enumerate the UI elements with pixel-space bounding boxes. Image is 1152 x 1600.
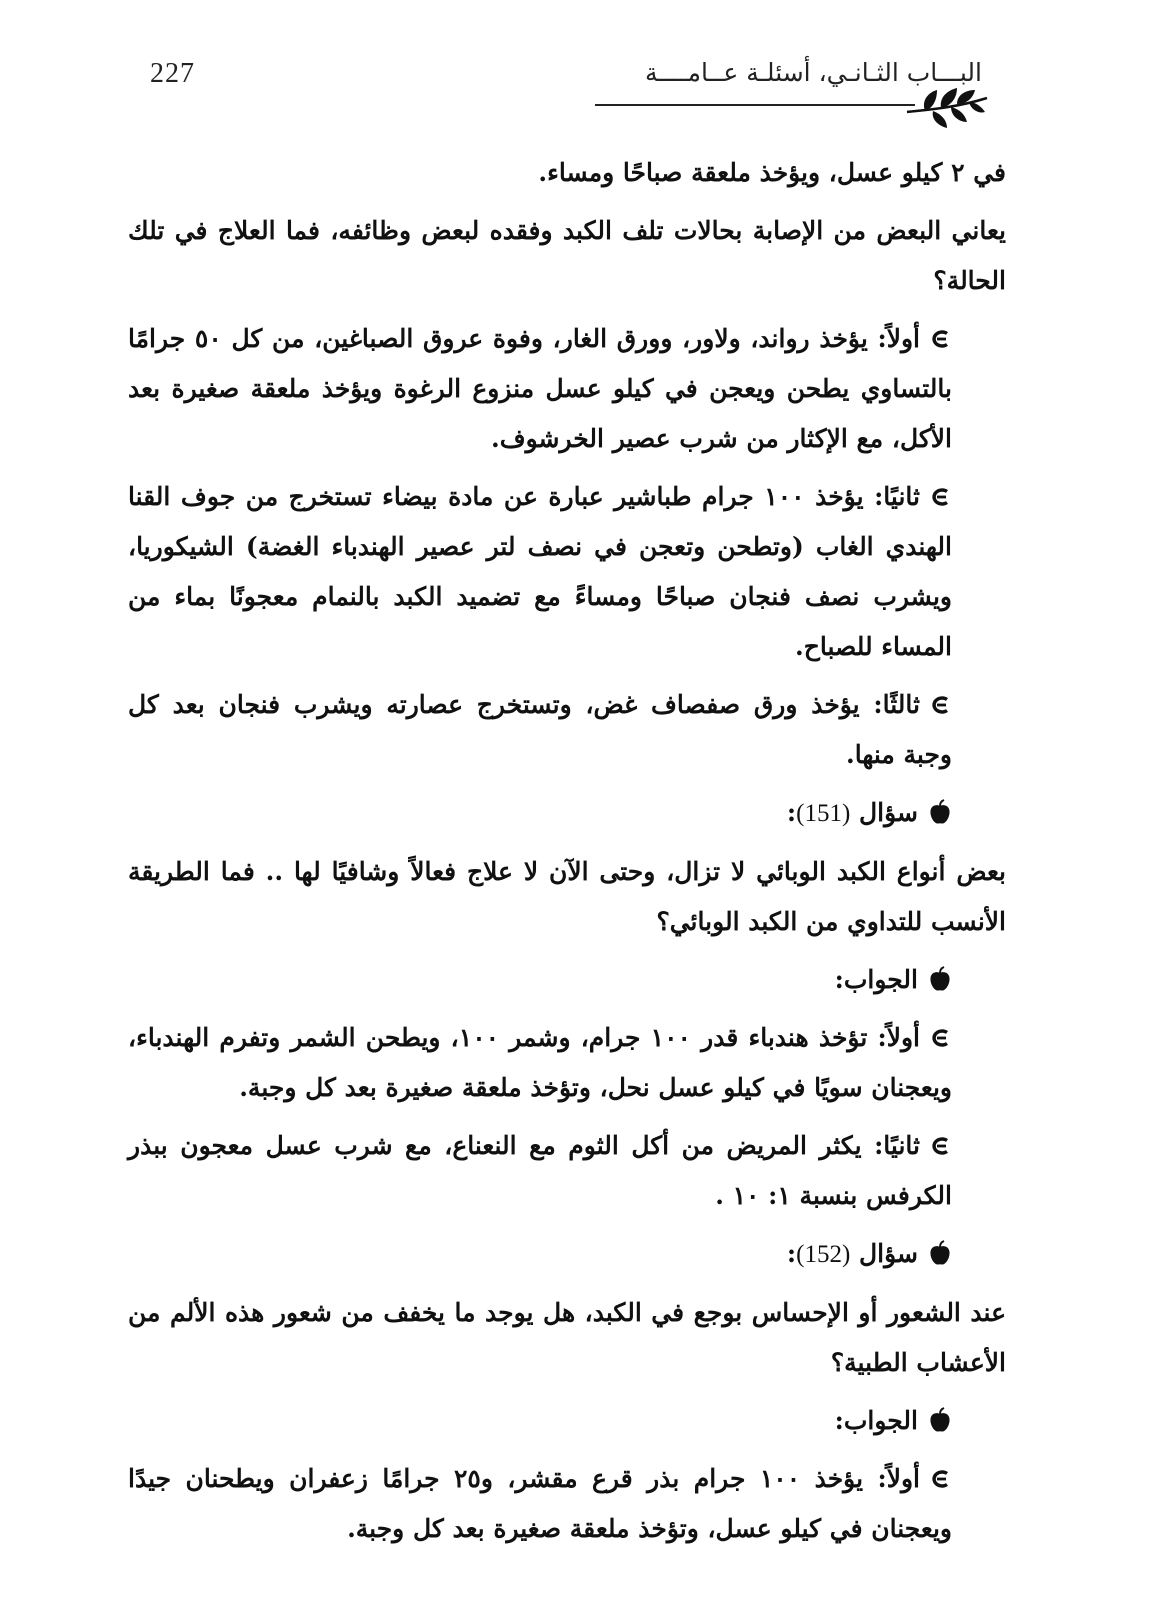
answer-item bbox=[128, 314, 1006, 464]
apple-icon bbox=[928, 966, 952, 992]
answer-item-text: أولاً: يؤخذ ١٠٠ جرام بذر قرع مقشر، و٢٥ جرامًا زعفران ويطحنان جيدًا ويعجنان في كيلو عسل، وتؤخذ ملعقة صغيرة بعد كل وجبة. bbox=[128, 1464, 952, 1543]
question-number: (151) bbox=[796, 800, 851, 827]
apple-icon bbox=[928, 799, 952, 825]
answer-item bbox=[128, 1013, 1006, 1113]
answer-item-text: ثانيًا: يؤخذ ١٠٠ جرام طباشير عبارة عن مادة بيضاء تستخرج من جوف القنا الهندي الغاب (وتطحن وتعجن في نصف لتر عصير الهندباء الغضة) الشيكوريا، ويشرب نصف فنجان صباحًا ومساءً مع تضميد الكبد بالنمام معجونًا بماء من المساء للصباح. bbox=[128, 482, 952, 661]
open-circle-bullet-icon bbox=[930, 1469, 952, 1489]
question-number: (152) bbox=[796, 1241, 851, 1268]
question-label: سؤال bbox=[859, 798, 918, 827]
page-body bbox=[128, 148, 1006, 1562]
page-number: 227 bbox=[150, 58, 195, 89]
answer-item bbox=[128, 1454, 1006, 1554]
question-heading bbox=[128, 788, 1006, 839]
open-circle-bullet-icon bbox=[930, 1028, 952, 1048]
answer-item-text: أولاً: يؤخذ رواند، ولاور، وورق الغار، وفوة عروق الصباغين، من كل ٥٠ جرامًا بالتساوي يطحن ويعجن في كيلو عسل منزوع الرغوة ويؤخذ ملعقة صغيرة بعد الأكل، مع الإكثار من شرب عصير الخرشوف. bbox=[128, 324, 952, 453]
question-text: بعض أنواع الكبد الوبائي لا تزال، وحتى الآن لا علاج فعالاً وشافيًا لها .. فما الطريقة الأنسب للتداوي من الكبد الوبائي؟ bbox=[128, 857, 1006, 936]
answer-item-text: ثالثًا: يؤخذ ورق صفصاف غض، وتستخرج عصارته ويشرب فنجان بعد كل وجبة منها. bbox=[128, 690, 952, 769]
question-colon: : bbox=[786, 798, 797, 827]
answer-item bbox=[128, 472, 1006, 672]
question-heading bbox=[128, 1229, 1006, 1280]
open-circle-bullet-icon bbox=[930, 487, 952, 507]
answer-label: الجواب: bbox=[834, 965, 918, 994]
answer-item bbox=[128, 680, 1006, 780]
answer-item bbox=[128, 1121, 1006, 1221]
apple-icon bbox=[928, 1240, 952, 1266]
answer-heading bbox=[128, 1396, 1006, 1446]
answer-item-text: ثانيًا: يكثر المريض من أكل الثوم مع النعناع، مع شرب عسل معجون ببذر الكرفس بنسبة ١: ١٠ . bbox=[128, 1131, 952, 1210]
paragraph: في ٢ كيلو عسل، ويؤخذ ملعقة صباحًا ومساء. bbox=[538, 158, 1006, 187]
question-text: عند الشعور أو الإحساس بوجع في الكبد، هل يوجد ما يخفف من شعور هذه الألم من الأعشاب الطبية؟ bbox=[128, 1298, 1006, 1377]
header-rule bbox=[595, 104, 915, 106]
answer-heading bbox=[128, 955, 1006, 1005]
running-header: البـــاب الثـانـي، أسئلـة عــامــــة bbox=[644, 58, 982, 87]
question-colon: : bbox=[786, 1239, 797, 1268]
leaf-branch-ornament-icon bbox=[905, 84, 989, 130]
open-circle-bullet-icon bbox=[930, 1136, 952, 1156]
answer-label: الجواب: bbox=[834, 1406, 918, 1435]
open-circle-bullet-icon bbox=[930, 329, 952, 349]
apple-icon bbox=[928, 1407, 952, 1433]
answer-item-text: أولاً: تؤخذ هندباء قدر ١٠٠ جرام، وشمر ١٠٠، ويطحن الشمر وتفرم الهندباء، ويعجنان سويًا في كيلو عسل نحل، وتؤخذ ملعقة صغيرة بعد كل وجبة. bbox=[128, 1023, 952, 1102]
question-label: سؤال bbox=[859, 1239, 918, 1268]
open-circle-bullet-icon bbox=[930, 695, 952, 715]
question-text: يعاني البعض من الإصابة بحالات تلف الكبد وفقده لبعض وظائفه، فما العلاج في تلك الحالة؟ bbox=[128, 216, 1006, 295]
